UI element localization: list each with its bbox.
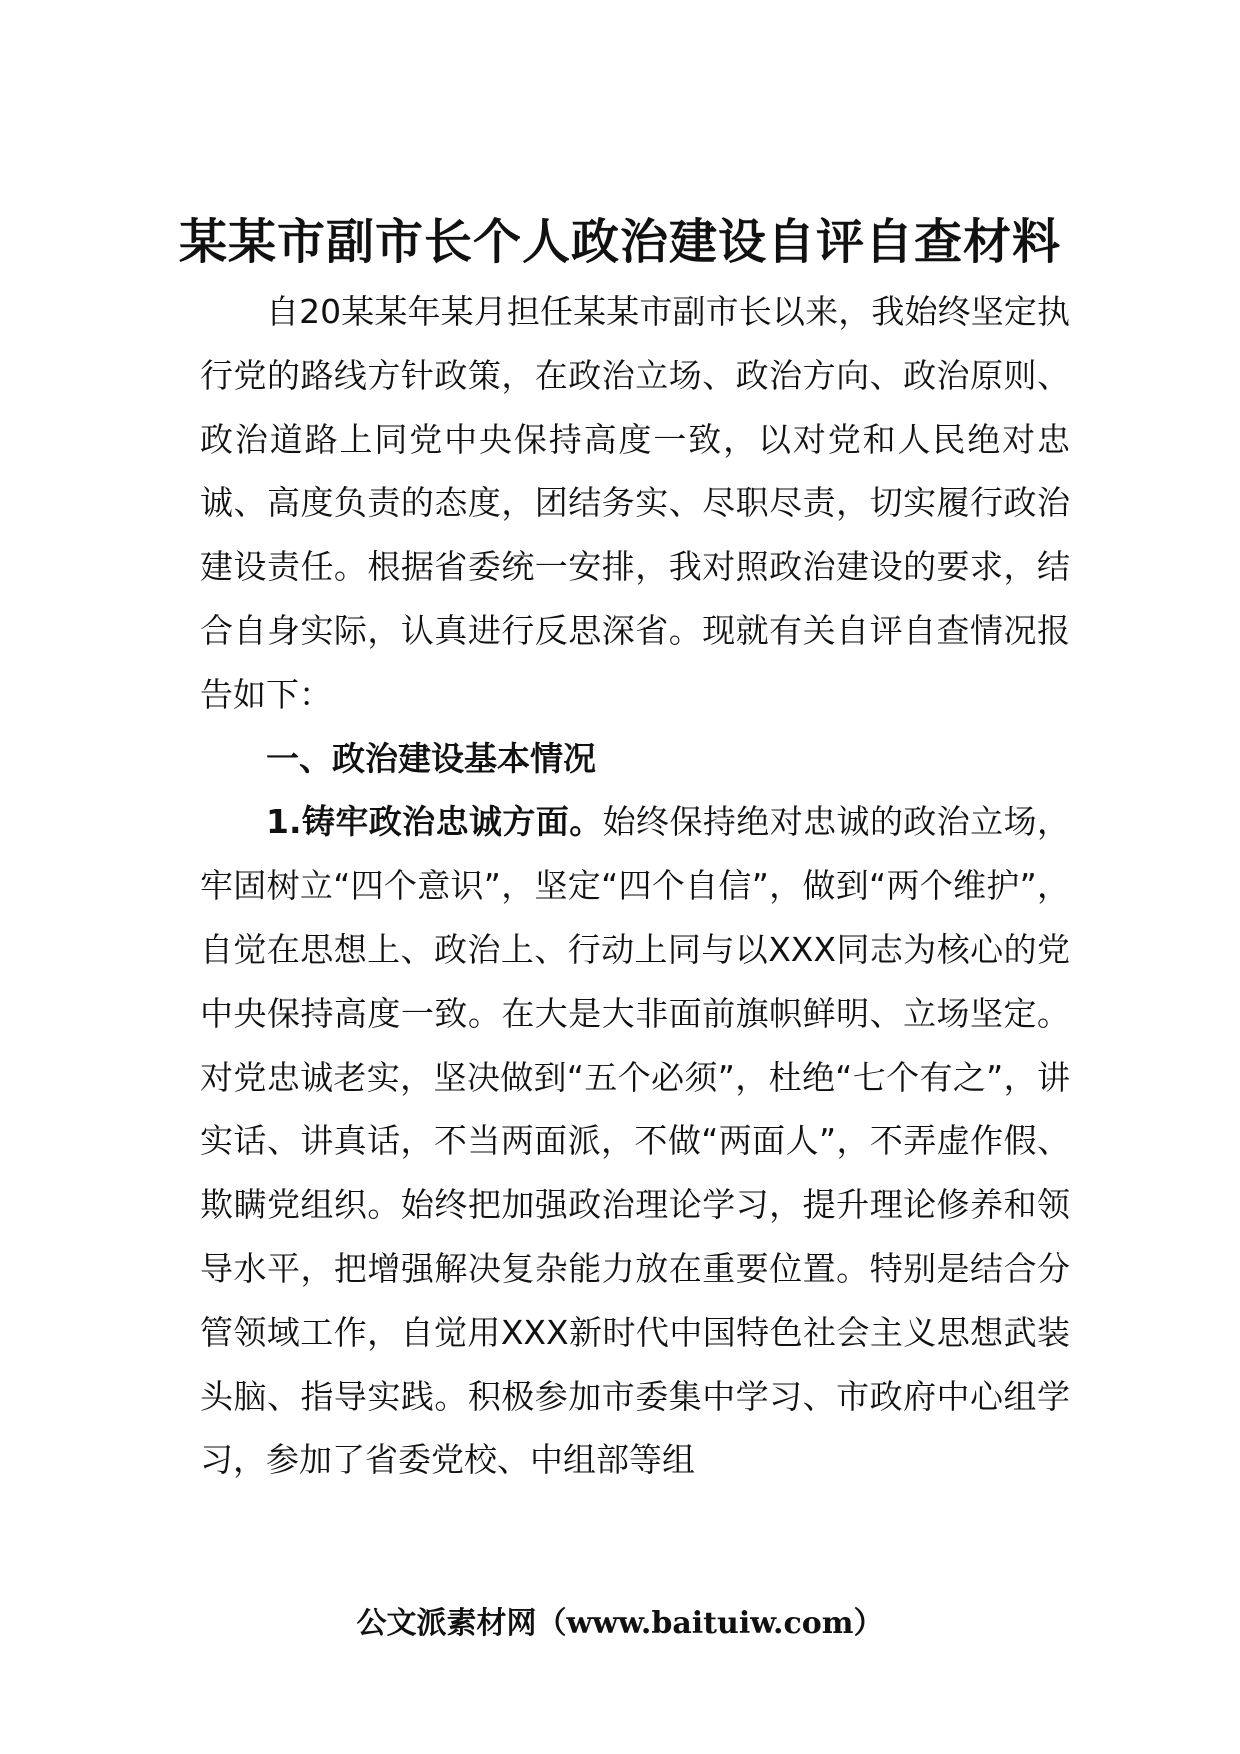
document-title: 某某市副市长个人政治建设自评自查材料 bbox=[178, 214, 1061, 270]
document-body bbox=[200, 280, 1070, 1492]
item1-paragraph bbox=[200, 790, 1070, 1492]
section-heading: 一、政治建设基本情况 bbox=[266, 738, 596, 778]
footer-watermark: 公文派素材网（www.baituiw.com） bbox=[356, 1606, 884, 1641]
item1-body: 始终保持绝对忠诚的政治立场，牢固树立“四个意识”，坚定“四个自信”，做到“两个维护”，自觉在思想上、政治上、行动上同与以XXX同志为核心的党中央保持高度一致。在大是大非面前旗帜鲜明、立场坚定。对党忠诚老实，坚决做到“五个必须”，杜绝“七个有之”，讲实话、讲真话，不当两面派，不做“两面人”，不弄虚作假、欺瞒党组织。始终把加强政治理论学习，提升理论修养和领导水平，把增强解决复杂能力放在重要位置。特别是结合分管领域工作，自觉用XXX新时代中国特色社会主义思想武装头脑、指导实践。积极参加市委集中学习、市政府中心组学习，参加了省委党校、中组部等组 bbox=[200, 802, 1071, 1480]
intro-paragraph: 自20某某年某月担任某某市副市长以来，我始终坚定执行党的路线方针政策，在政治立场、政治方向、政治原则、政治道路上同党中央保持高度一致，以对党和人民绝对忠诚、高度负责的态度，团结务实、尽职尽责，切实履行政治建设责任。根据省委统一安排，我对照政治建设的要求，结合自身实际，认真进行反思深省。现就有关自评自查情况报告如下： bbox=[200, 292, 1070, 714]
item1-lead: 1.铸牢政治忠诚方面。 bbox=[266, 802, 603, 842]
